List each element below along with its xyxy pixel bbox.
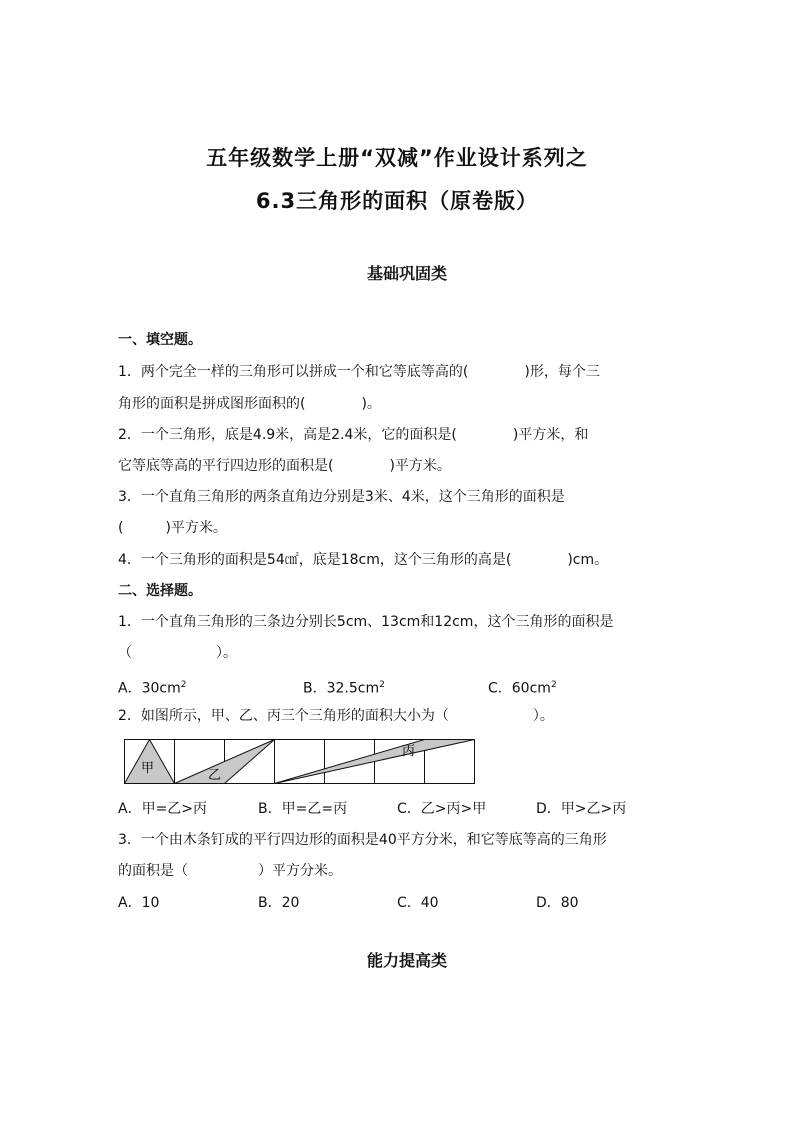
fill-question-3-line2: ( )平方米。 xyxy=(118,520,227,536)
q3-option-d: D．80 xyxy=(536,895,579,911)
q3-option-b: B．20 xyxy=(258,895,300,911)
q3-option-c: C．40 xyxy=(397,895,439,911)
part2-heading: 二、选择题。 xyxy=(118,583,202,599)
choice-question-2-line1: 2．如图所示，甲、乙、丙三个三角形的面积大小为（ ）。 xyxy=(118,708,554,724)
part1-heading: 一、填空题。 xyxy=(118,332,202,348)
label-bing: 丙 xyxy=(402,744,416,759)
q2-option-d: D．甲>乙>丙 xyxy=(536,801,627,817)
section-heading-basic: 基础巩固类 xyxy=(366,264,447,283)
q1-option-b: B．$32.5cm^2$ xyxy=(303,680,385,697)
q1-option-a: A．$30cm^2$ xyxy=(118,680,187,697)
choice-question-1-line2: （ ）。 xyxy=(118,645,237,661)
fill-question-2-line2: 它等底等高的平行四边形的面积是( )平方米。 xyxy=(118,458,451,474)
label-yi: 乙 xyxy=(208,768,222,783)
fill-question-4-line1: 4．一个三角形的面积是54㎠，底是18cm，这个三角形的高是( )cm。 xyxy=(118,552,609,568)
triangle-grid-figure xyxy=(124,739,476,785)
label-jia: 甲 xyxy=(141,761,155,776)
fill-question-3-line1: 3．一个直角三角形的两条直角边分别是3米、4米，这个三角形的面积是 xyxy=(118,489,565,505)
document-title-line1: 五年级数学上册“双减”作业设计系列之 xyxy=(206,146,588,170)
section-heading-advanced: 能力提高类 xyxy=(366,951,447,970)
q2-option-a: A．甲=乙>丙 xyxy=(118,801,208,817)
choice-question-3-line2: 的面积是（ ）平方分米。 xyxy=(118,863,342,879)
fill-question-2-line1: 2．一个三角形，底是4.9米，高是2.4米，它的面积是( )平方米，和 xyxy=(118,427,589,443)
q2-option-c: C．乙>丙>甲 xyxy=(397,801,487,817)
q3-option-a: A．10 xyxy=(118,895,160,911)
choice-question-3-line1: 3．一个由木条钉成的平行四边形的面积是40平方分米，和它等底等高的三角形 xyxy=(118,832,607,848)
fill-question-1-line2: 角形的面积是拼成图形面积的( )。 xyxy=(118,396,381,412)
q1-option-c: C．$60cm^2$ xyxy=(488,680,557,697)
q2-option-b: B．甲=乙=丙 xyxy=(258,801,348,817)
choice-question-1-line1: 1．一个直角三角形的三条边分别长5cm、13cm和12cm，这个三角形的面积是 xyxy=(118,614,614,630)
document-title-line2: 6.3三角形的面积（原卷版） xyxy=(255,189,539,213)
fill-question-1-line1: 1．两个完全一样的三角形可以拼成一个和它等底等高的( )形，每个三 xyxy=(118,364,600,380)
